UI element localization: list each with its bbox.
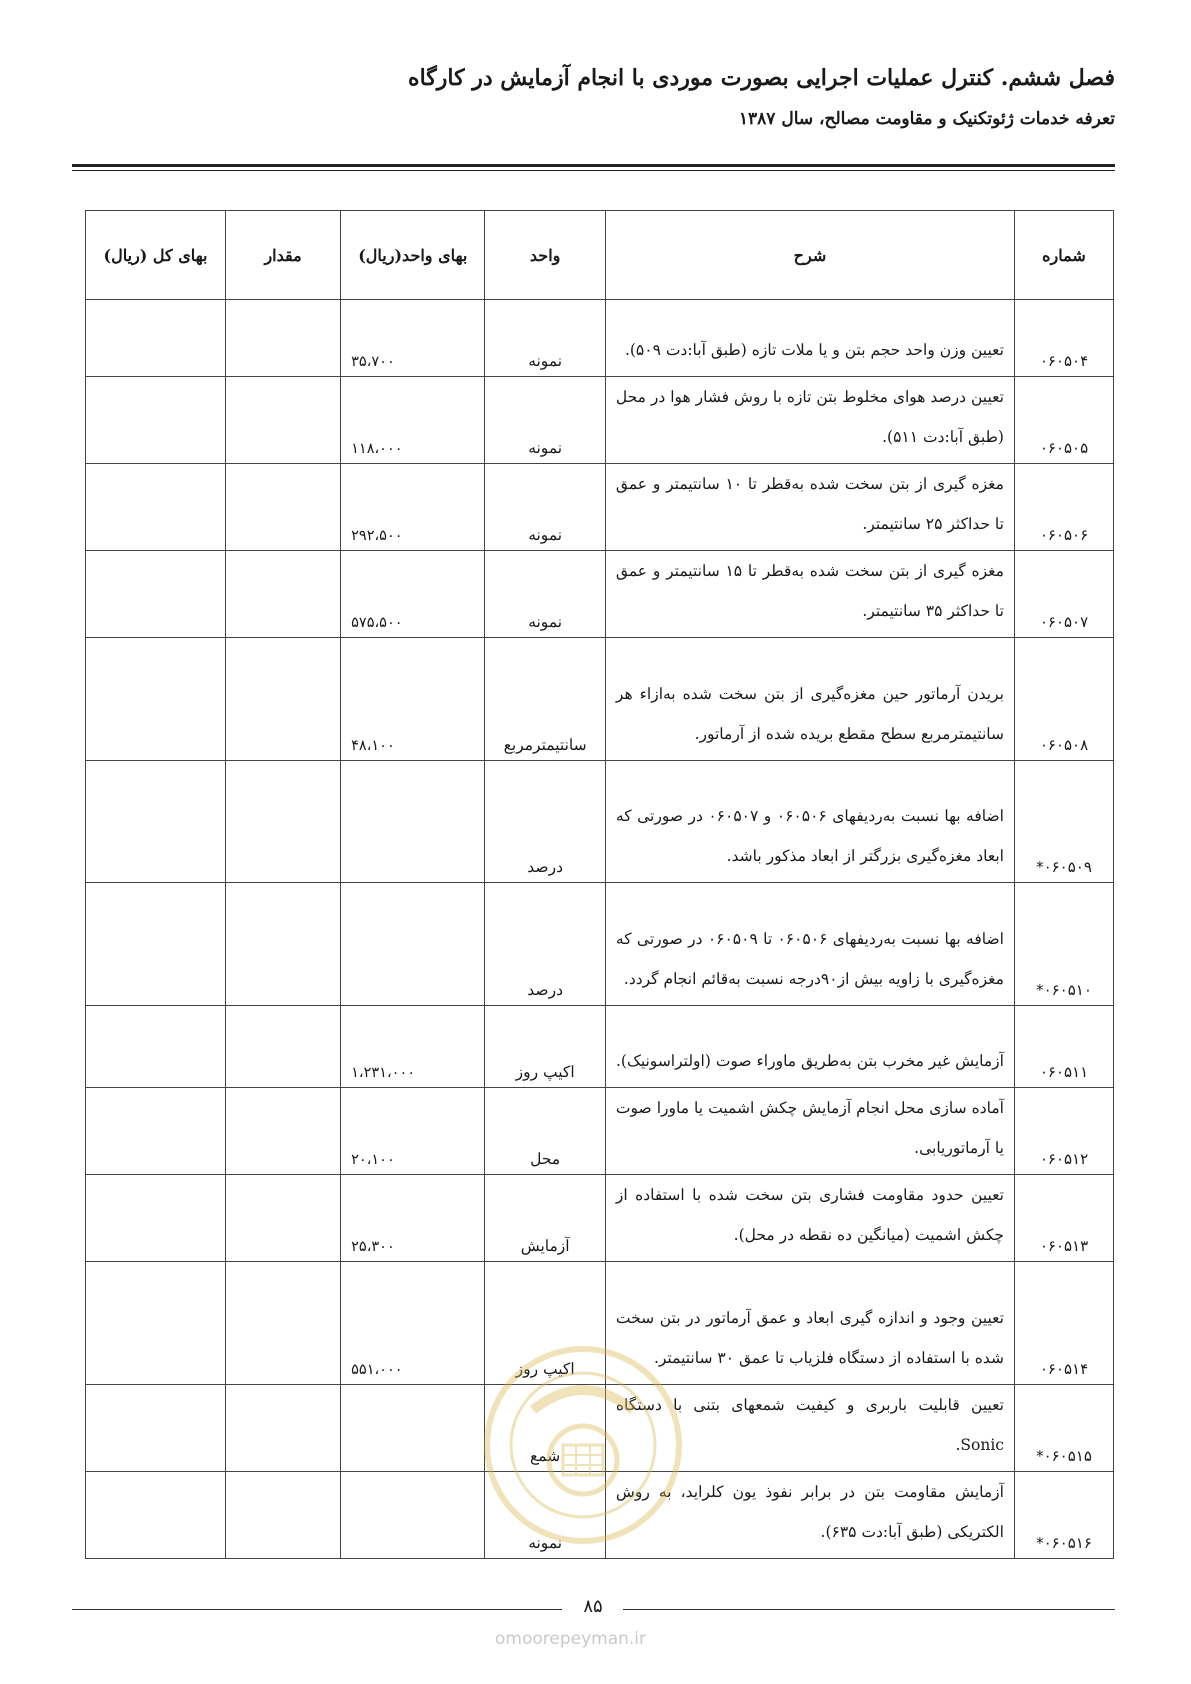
row-description: مغزه گیری از بتن سخت شده به‌قطر تا ۱۰ سانتیمتر و عمق تا حداکثر ۲۵ سانتیمتر.	[605, 464, 1014, 551]
row-unit: سانتیمترمربع	[485, 638, 606, 761]
row-unit: اکیپ روز	[485, 1006, 606, 1088]
row-code: ۰۶۰۵۱۶*	[1014, 1472, 1113, 1559]
table-row	[86, 1262, 1114, 1385]
row-unit: محل	[485, 1088, 606, 1175]
row-quantity	[225, 551, 340, 638]
table-row	[86, 377, 1114, 464]
header-rule-thick	[72, 164, 1115, 167]
table-row	[86, 1385, 1114, 1472]
row-unit-price: ۳۵،۷۰۰	[341, 300, 485, 377]
row-unit: آزمایش	[485, 1175, 606, 1262]
footer-rule-left	[72, 1609, 562, 1610]
table-row	[86, 464, 1114, 551]
row-total	[86, 1262, 226, 1385]
row-total	[86, 464, 226, 551]
row-unit: نمونه	[485, 1472, 606, 1559]
table-row	[86, 761, 1114, 883]
page-number: ۸۵	[583, 1596, 603, 1617]
row-total	[86, 1385, 226, 1472]
row-quantity	[225, 300, 340, 377]
column-header-total: بهای کل (ریال)	[86, 211, 226, 300]
row-total	[86, 761, 226, 883]
row-description: آماده سازی محل انجام آزمایش چکش اشمیت یا ماورا صوت یا آرماتوریابی.	[605, 1088, 1014, 1175]
row-unit-price: ۱،۲۳۱،۰۰۰	[341, 1006, 485, 1088]
row-unit: نمونه	[485, 551, 606, 638]
row-description: تعیین وجود و اندازه گیری ابعاد و عمق آرماتور در بتن سخت شده با استفاده از دستگاه فلزیاب تا عمق ۳۰ سانتیمتر.	[605, 1262, 1014, 1385]
row-code: ۰۶۰۵۱۴	[1014, 1262, 1113, 1385]
row-unit-price: ۵۵۱،۰۰۰	[341, 1262, 485, 1385]
row-code: ۰۶۰۵۰۵	[1014, 377, 1113, 464]
tariff-table	[85, 210, 1114, 1559]
row-quantity	[225, 1472, 340, 1559]
row-total	[86, 1472, 226, 1559]
table-row	[86, 551, 1114, 638]
row-code: ۰۶۰۵۱۰*	[1014, 883, 1113, 1006]
row-description: اضافه بها نسبت به‌ردیفهای ۰۶۰۵۰۶ و ۰۶۰۵۰۷ در صورتی که ابعاد مغزه‌گیری بزرگتر از ابعاد مذکور باشد.	[605, 761, 1014, 883]
table-row	[86, 1472, 1114, 1559]
row-total	[86, 883, 226, 1006]
row-unit: درصد	[485, 761, 606, 883]
row-unit-price: ۴۸،۱۰۰	[341, 638, 485, 761]
table-header-row	[86, 211, 1114, 300]
row-code: ۰۶۰۵۱۵*	[1014, 1385, 1113, 1472]
row-total	[86, 1006, 226, 1088]
row-unit-price	[341, 1472, 485, 1559]
column-header-unit: واحد	[485, 211, 606, 300]
row-total	[86, 551, 226, 638]
row-unit: شمع	[485, 1385, 606, 1472]
row-quantity	[225, 883, 340, 1006]
row-code: ۰۶۰۵۰۶	[1014, 464, 1113, 551]
row-code: ۰۶۰۵۰۹*	[1014, 761, 1113, 883]
row-quantity	[225, 638, 340, 761]
watermark-url: omoorepeyman.ir	[495, 1629, 647, 1649]
row-unit-price: ۱۱۸،۰۰۰	[341, 377, 485, 464]
row-total	[86, 377, 226, 464]
row-total	[86, 638, 226, 761]
table-row	[86, 1006, 1114, 1088]
table-row	[86, 1088, 1114, 1175]
row-quantity	[225, 1262, 340, 1385]
row-code: ۰۶۰۵۱۳	[1014, 1175, 1113, 1262]
table-row	[86, 1175, 1114, 1262]
row-unit: درصد	[485, 883, 606, 1006]
row-total	[86, 300, 226, 377]
row-code: ۰۶۰۵۱۱	[1014, 1006, 1113, 1088]
row-unit-price: ۲۵،۳۰۰	[341, 1175, 485, 1262]
row-quantity	[225, 1088, 340, 1175]
row-quantity	[225, 1385, 340, 1472]
row-unit-price	[341, 883, 485, 1006]
page-title: فصل ششم. کنترل عملیات اجرایی بصورت موردی با انجام آزمایش در کارگاه	[408, 65, 1115, 91]
table-row	[86, 300, 1114, 377]
row-total	[86, 1175, 226, 1262]
row-description: آزمایش مقاومت بتن در برابر نفوذ یون کلراید، به روش الکتریکی (طبق آبا:دت ۶۳۵).	[605, 1472, 1014, 1559]
row-description: بریدن آرماتور حین مغزه‌گیری از بتن سخت شده به‌ازاء هر سانتیمترمربع سطح مقطع بریده شده از آرماتور.	[605, 638, 1014, 761]
row-total	[86, 1088, 226, 1175]
row-code: ۰۶۰۵۰۸	[1014, 638, 1113, 761]
row-description: تعیین قابلیت باربری و کیفیت شمعهای بتنی با دستگاه Sonic.	[605, 1385, 1014, 1472]
column-header-quantity: مقدار	[225, 211, 340, 300]
row-unit-price	[341, 1385, 485, 1472]
footer-rule-right	[623, 1609, 1115, 1610]
row-unit: نمونه	[485, 464, 606, 551]
row-code: ۰۶۰۵۱۲	[1014, 1088, 1113, 1175]
row-code: ۰۶۰۵۰۷	[1014, 551, 1113, 638]
header-rule-thin	[72, 170, 1115, 171]
table-row	[86, 883, 1114, 1006]
column-header-unit-price: بهای واحد(ریال)	[341, 211, 485, 300]
row-description: تعیین درصد هوای مخلوط بتن تازه با روش فشار هوا در محل (طبق آبا:دت ۵۱۱).	[605, 377, 1014, 464]
row-quantity	[225, 464, 340, 551]
row-description: مغزه گیری از بتن سخت شده به‌قطر تا ۱۵ سانتیمتر و عمق تا حداکثر ۳۵ سانتیمتر.	[605, 551, 1014, 638]
row-quantity	[225, 761, 340, 883]
row-description: تعیین حدود مقاومت فشاری بتن سخت شده با استفاده از چکش اشمیت (میانگین ده نقطه در محل).	[605, 1175, 1014, 1262]
row-code: ۰۶۰۵۰۴	[1014, 300, 1113, 377]
table-row	[86, 638, 1114, 761]
row-unit: نمونه	[485, 377, 606, 464]
page-subtitle: تعرفه خدمات ژئوتکنیک و مقاومت مصالح، سال ۱۳۸۷	[738, 109, 1115, 129]
row-unit: نمونه	[485, 300, 606, 377]
row-quantity	[225, 1006, 340, 1088]
row-quantity	[225, 377, 340, 464]
column-header-code: شماره	[1014, 211, 1113, 300]
row-description: تعیین وزن واحد حجم بتن و یا ملات تازه (طبق آبا:دت ۵۰۹).	[605, 300, 1014, 377]
row-quantity	[225, 1175, 340, 1262]
row-unit-price	[341, 761, 485, 883]
row-unit: اکیپ روز	[485, 1262, 606, 1385]
page-header	[72, 62, 1115, 132]
row-description: اضافه بها نسبت به‌ردیفهای ۰۶۰۵۰۶ تا ۰۶۰۵۰۹ در صورتی که مغزه‌گیری با زاویه بیش از۹۰درجه نسبت به‌قائم انجام گردد.	[605, 883, 1014, 1006]
row-unit-price: ۲۰،۱۰۰	[341, 1088, 485, 1175]
column-header-description: شرح	[605, 211, 1014, 300]
row-description: آزمایش غیر مخرب بتن به‌طریق ماوراء صوت (اولتراسونیک).	[605, 1006, 1014, 1088]
row-unit-price: ۵۷۵،۵۰۰	[341, 551, 485, 638]
row-unit-price: ۲۹۲،۵۰۰	[341, 464, 485, 551]
